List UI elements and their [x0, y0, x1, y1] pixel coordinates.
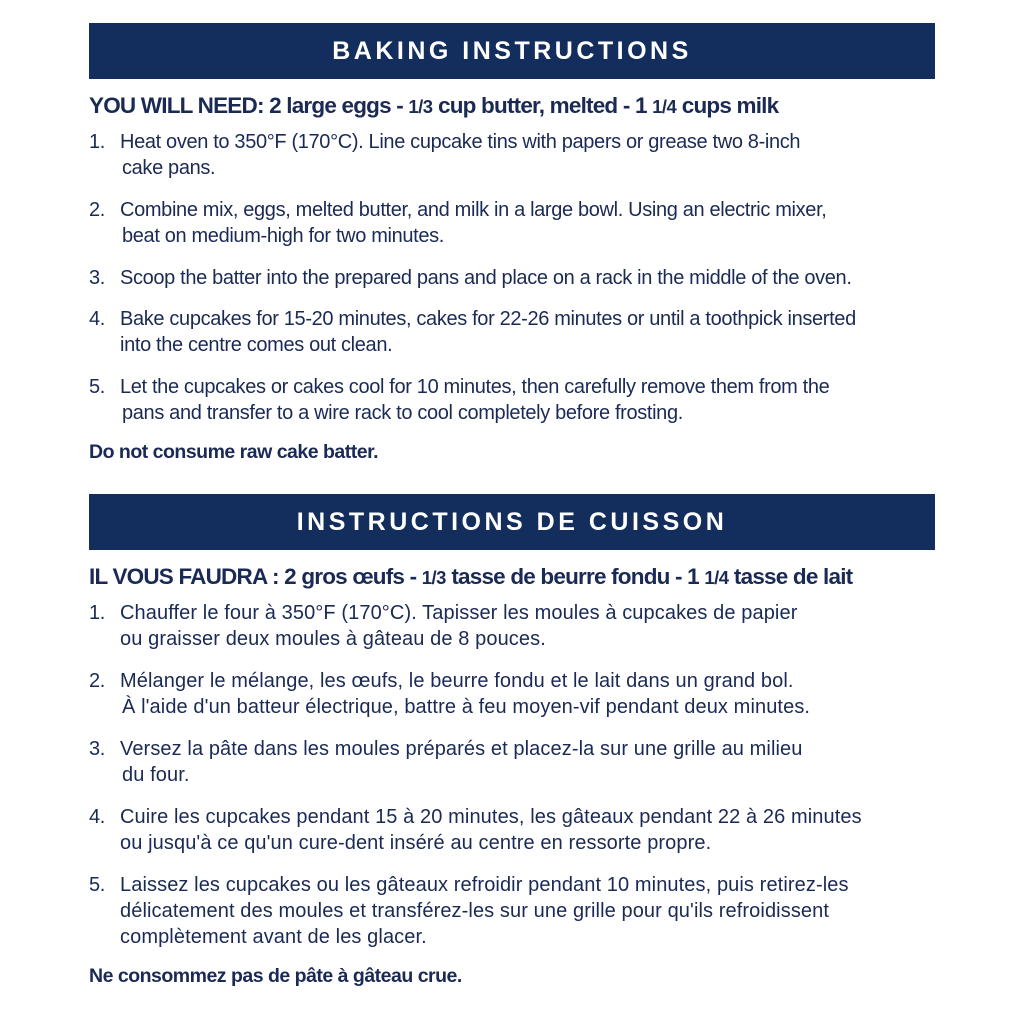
step-item: [89, 600, 935, 652]
instructions-de-cuisson-section: [89, 494, 935, 988]
ingredients-line: [89, 564, 935, 590]
step-list: [89, 129, 935, 426]
step-item: [89, 374, 935, 426]
step-text-line: ou graisser deux moules à gâteau de 8 pouces.: [120, 628, 546, 650]
section-header-banner: [89, 494, 935, 550]
step-text-line: Scoop the batter into the prepared pans and place on a rack in the middle of the oven.: [120, 267, 852, 289]
step-number: 4.: [89, 308, 105, 330]
fraction: 1/3: [421, 567, 446, 588]
step-item: [89, 129, 935, 181]
step-text-line: Chauffer le four à 350°F (170°C). Tapisser les moules à cupcakes de papier: [120, 602, 798, 624]
ingredients-text: cups milk: [676, 93, 779, 118]
step-text-line: Heat oven to 350°F (170°C). Line cupcake tins with papers or grease two 8-inch: [120, 131, 801, 153]
step-item: [89, 804, 935, 856]
step-number: 1.: [89, 602, 105, 624]
step-item: [89, 736, 935, 788]
ingredients-line: [89, 93, 935, 119]
step-text-line: Mélanger le mélange, les œufs, le beurre fondu et le lait dans un grand bol.: [120, 670, 794, 692]
step-item: [89, 306, 935, 358]
step-number: 3.: [89, 738, 105, 760]
fraction: 1/4: [652, 96, 677, 117]
step-text-line: pans and transfer to a wire rack to cool completely before frosting.: [122, 402, 683, 424]
step-text-line: ou jusqu'à ce qu'un cure-dent inséré au centre en ressorte propre.: [120, 832, 712, 854]
step-text-line: Cuire les cupcakes pendant 15 à 20 minutes, les gâteaux pendant 22 à 26 minutes: [120, 806, 862, 828]
ingredients-text: 2 gros œufs -: [278, 564, 422, 589]
baking-instructions-section: [89, 23, 935, 464]
warning-text: Ne consommez pas de pâte à gâteau crue.: [89, 965, 462, 987]
step-text-line: Let the cupcakes or cakes cool for 10 minutes, then carefully remove them from the: [120, 376, 830, 398]
step-text-line: Bake cupcakes for 15-20 minutes, cakes for 22-26 minutes or until a toothpick inserted: [120, 308, 856, 330]
step-text-line: du four.: [122, 764, 190, 786]
ingredients-text: cup butter, melted - 1: [432, 93, 653, 118]
section-header-title: BAKING INSTRUCTIONS: [332, 36, 692, 65]
step-item: [89, 668, 935, 720]
step-item: [89, 265, 935, 291]
warning-text: Do not consume raw cake batter.: [89, 441, 379, 463]
step-text-line: beat on medium-high for two minutes.: [122, 225, 445, 247]
ingredients-text: tasse de beurre fondu - 1: [445, 564, 705, 589]
step-text-line: Combine mix, eggs, melted butter, and milk in a large bowl. Using an electric mixer,: [120, 199, 827, 221]
step-text-line: cake pans.: [122, 157, 216, 179]
step-text-line: Versez la pâte dans les moules préparés et placez-la sur une grille au milieu: [120, 738, 803, 760]
step-text-line: into the centre comes out clean.: [120, 334, 393, 356]
step-number: 1.: [89, 131, 105, 153]
step-number: 2.: [89, 670, 105, 692]
ingredients-label: YOU WILL NEED:: [89, 93, 264, 118]
ingredients-text: 2 large eggs -: [263, 93, 409, 118]
step-number: 4.: [89, 806, 105, 828]
step-number: 5.: [89, 874, 105, 896]
step-number: 2.: [89, 199, 105, 221]
ingredients-label: IL VOUS FAUDRA :: [89, 564, 279, 589]
step-text-line: délicatement des moules et transférez-les sur une grille pour qu'ils refroidissent: [120, 900, 830, 922]
fraction: 1/3: [408, 96, 433, 117]
step-text-line: complètement avant de les glacer.: [120, 926, 427, 948]
fraction: 1/4: [704, 567, 729, 588]
step-text-line: Laissez les cupcakes ou les gâteaux refroidir pendant 10 minutes, puis retirez-les: [120, 874, 849, 896]
step-item: [89, 872, 935, 950]
section-header-banner: [89, 23, 935, 79]
step-item: [89, 197, 935, 249]
step-number: 5.: [89, 376, 105, 398]
step-text-line: À l'aide d'un batteur électrique, battre à feu moyen-vif pendant deux minutes.: [122, 696, 811, 718]
step-number: 3.: [89, 267, 105, 289]
step-list: [89, 600, 935, 950]
ingredients-text: tasse de lait: [728, 564, 853, 589]
section-header-title: INSTRUCTIONS DE CUISSON: [296, 507, 728, 536]
